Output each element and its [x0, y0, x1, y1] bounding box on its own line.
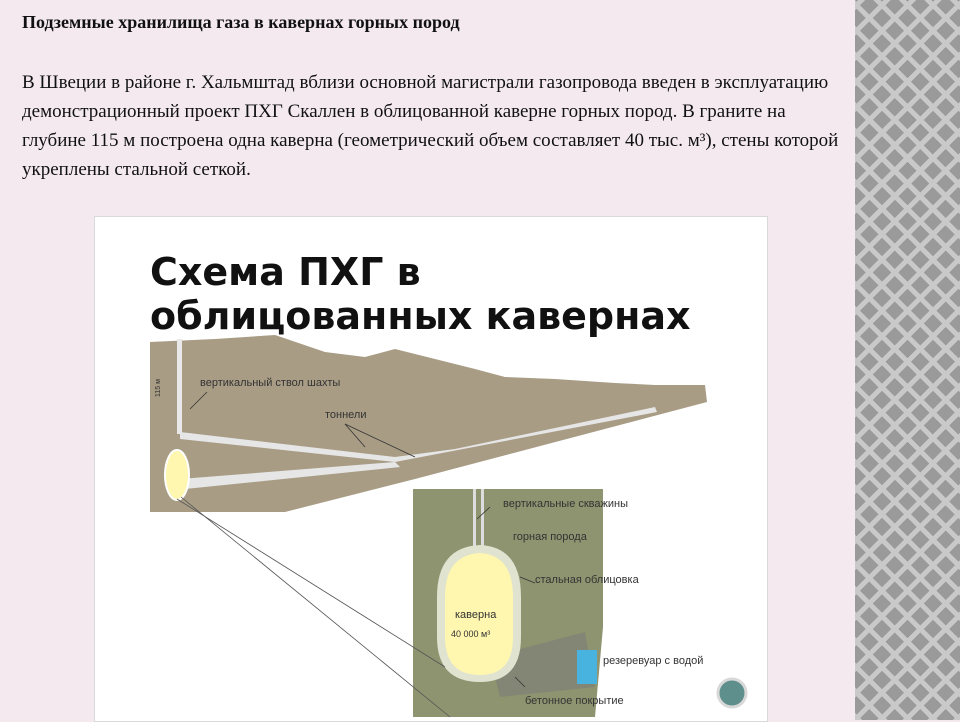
vertical-well-a	[473, 489, 476, 547]
label-cavern: каверна	[455, 609, 497, 621]
slide-title: Подземные хранилища газа в кавернах горных пород	[22, 12, 460, 32]
label-tunnels: тоннели	[325, 409, 367, 421]
label-depth: 115 м	[155, 379, 162, 397]
label-rock: горная порода	[513, 531, 587, 543]
decorative-side-pattern	[855, 0, 960, 720]
label-concrete: бетонное покрытие	[525, 695, 624, 707]
storage-diagram	[94, 216, 768, 722]
label-wells: вертикальные скважины	[503, 498, 629, 510]
vertical-well-b	[481, 489, 484, 547]
slide-paragraph: В Швеции в районе г. Хальмштад вблизи основной магистрали газопровода введен в эксплуатацию демонстрационный проект ПХГ Скаллен в облицованной каверне горных пород. В граните на глубине 115 м построена одна каверна (геометрический объем составляет 40 тыс. м³), стены которой укреплены стальной сеткой.	[22, 72, 839, 180]
rock-layer	[150, 335, 707, 512]
small-cavern	[165, 450, 189, 500]
diagram-title: Схема ПХГ в облицованных кавернах	[150, 250, 691, 338]
label-reservoir: резеревуар с водой	[603, 655, 704, 667]
vertical-shaft	[177, 339, 182, 434]
label-shaft: вертикальный ствол шахты	[200, 377, 341, 389]
label-lining: стальная облицовка	[535, 574, 639, 586]
label-volume: 40 000 м³	[451, 629, 491, 639]
nav-circle	[718, 679, 746, 707]
water-reservoir	[577, 650, 597, 684]
